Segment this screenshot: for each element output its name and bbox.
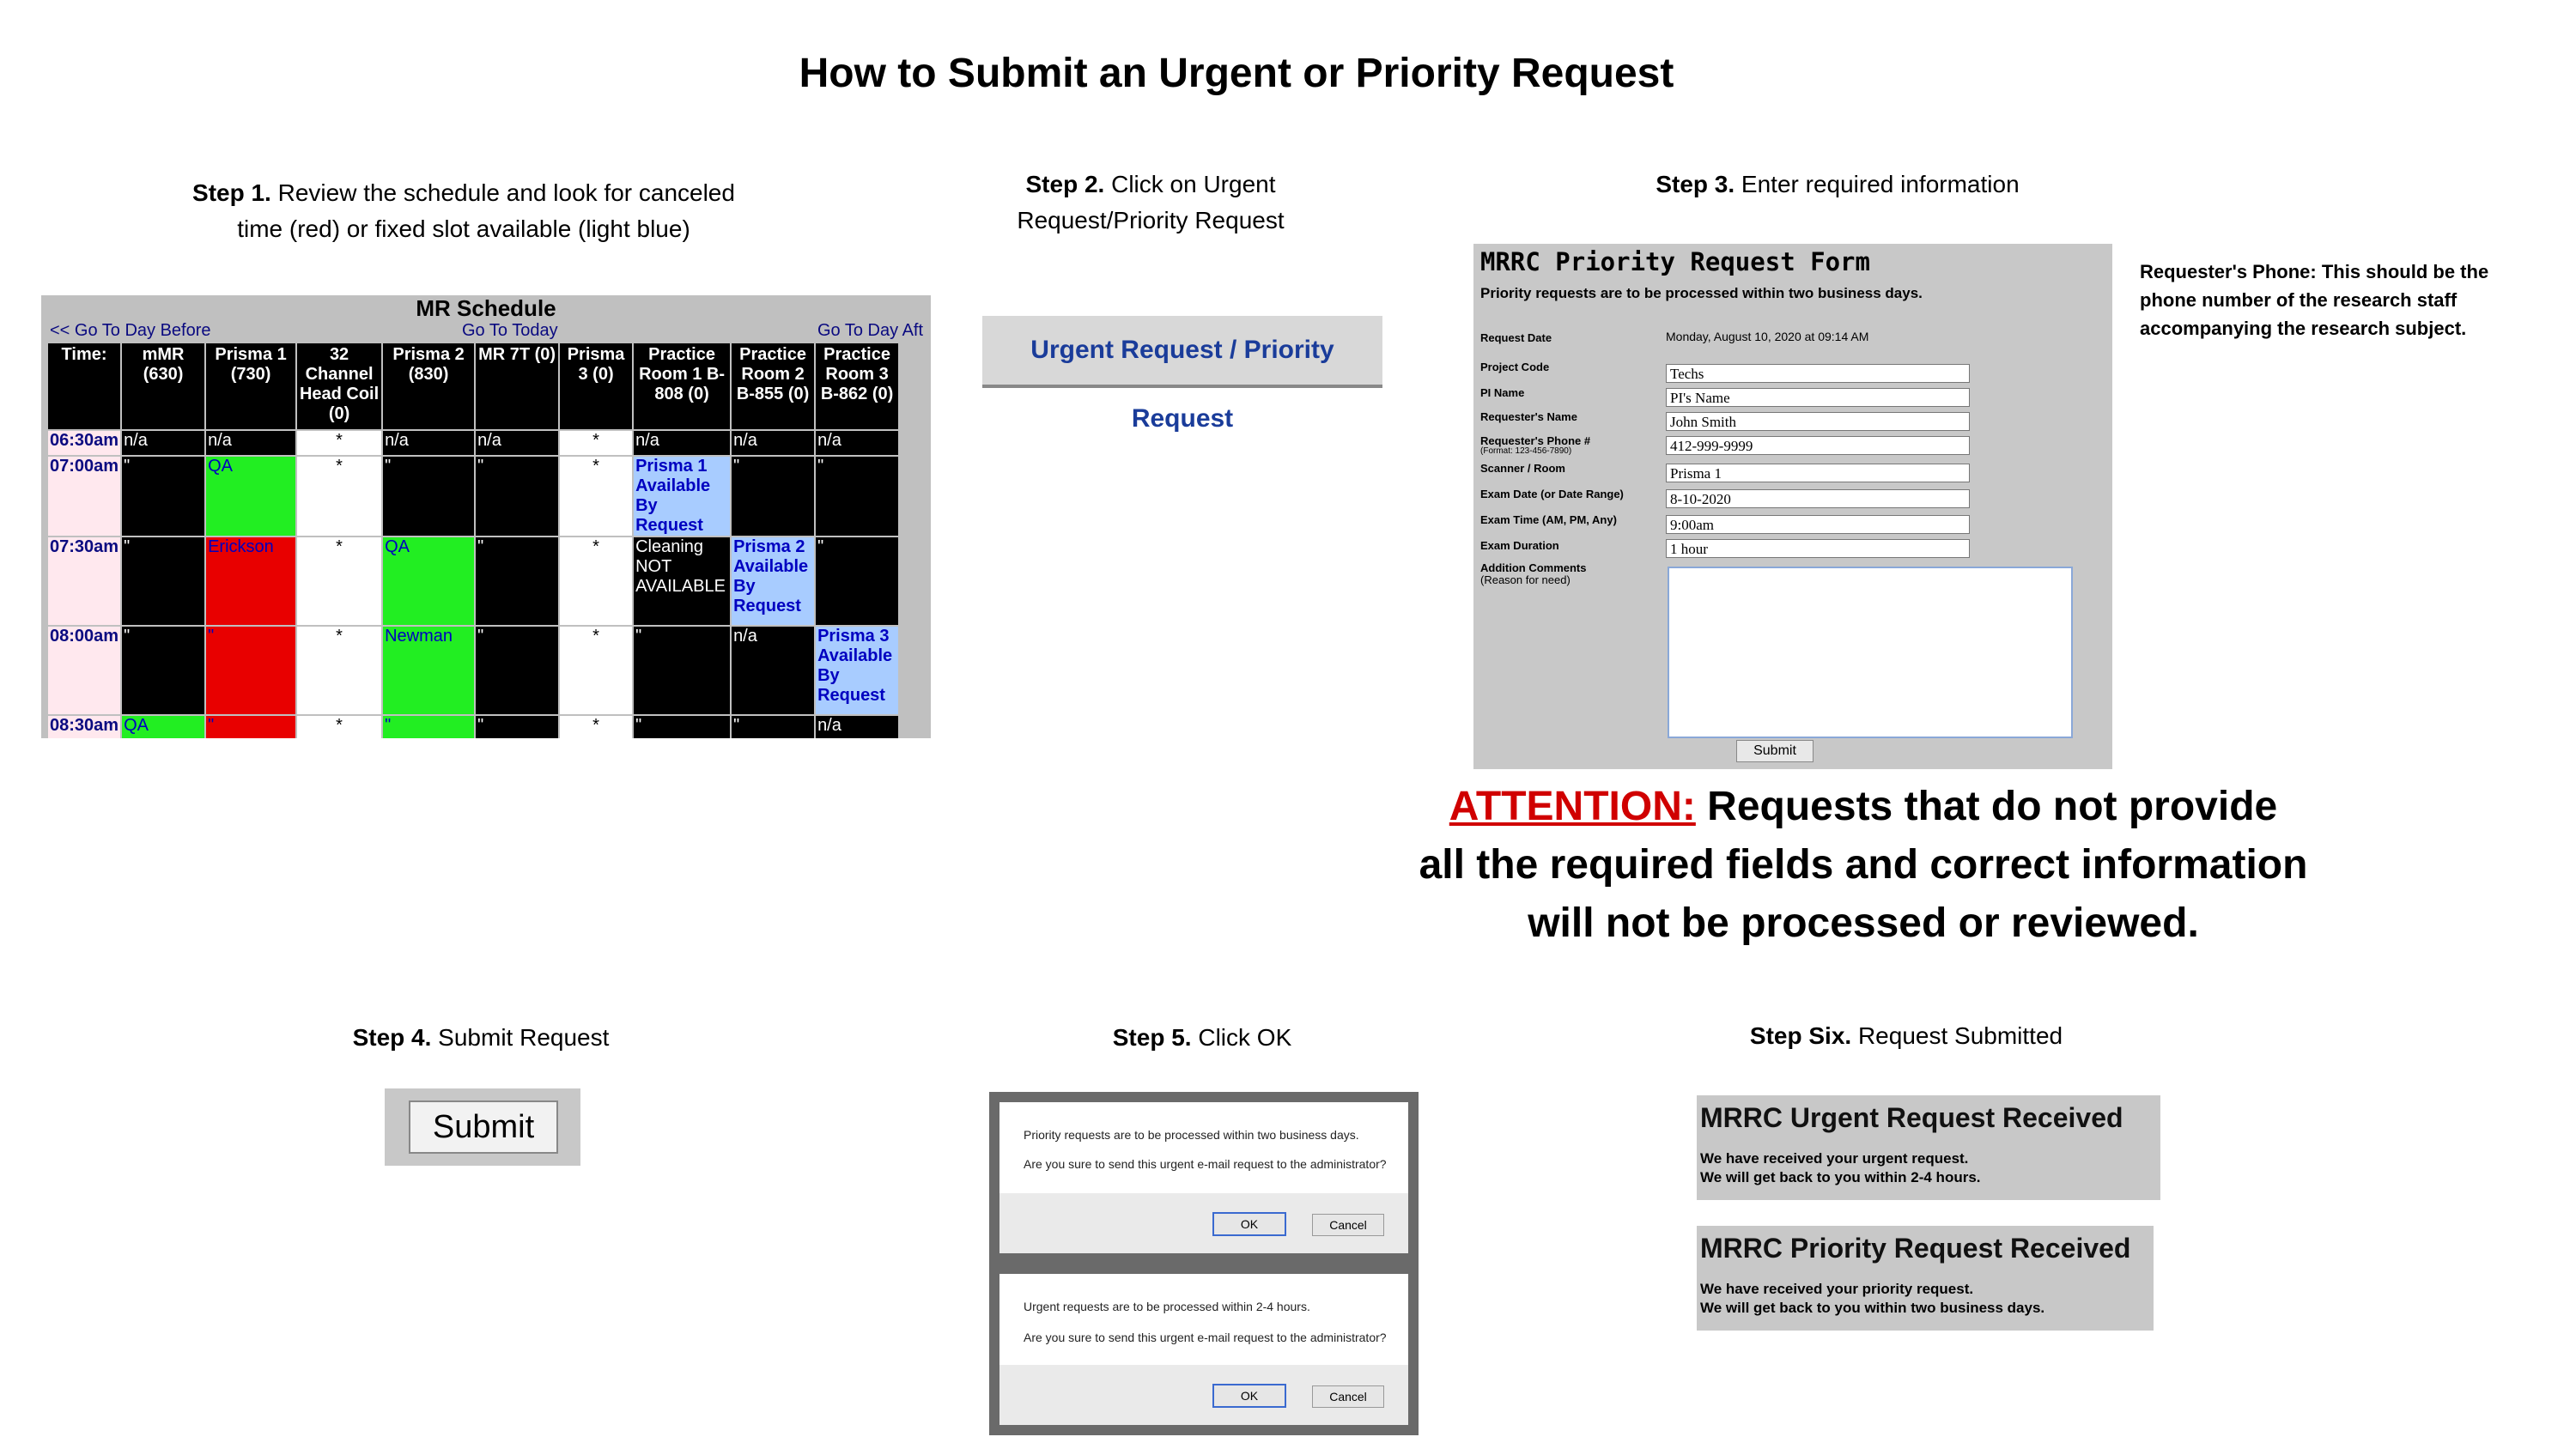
form-subtitle: Priority requests are to be processed within two business days. [1480,285,1923,301]
time-cell: 07:30am [47,537,121,626]
step1-line1: Review the schedule and look for canceled [270,179,735,206]
step2-label: Step 2. [1025,171,1105,197]
time-cell: 07:00am [47,456,121,537]
col-header: Practice Room 2 B-855 (0) [731,343,815,430]
slot-cell[interactable]: n/a [731,430,815,456]
form-submit-button[interactable]: Submit [1736,740,1814,762]
submit-panel [385,1088,580,1166]
urgent-received-line2: We will get back to you within 2-4 hours. [1700,1169,1981,1185]
slot-cell[interactable]: Newman [382,626,475,715]
canceled-slot-cell[interactable]: Erickson [205,537,296,626]
col-header: Prisma 2 (830) [382,343,475,430]
request-date-value: Monday, August 10, 2020 at 09:14 AM [1666,330,1869,343]
step3-label: Step 3. [1656,171,1735,197]
step2-line2: Request/Priority Request [1017,207,1285,233]
slot-cell[interactable]: " [475,626,559,715]
available-slot-cell[interactable]: Prisma 3 Available By Request [815,626,899,715]
slot-cell[interactable]: " [731,715,815,738]
dialog-question: Are you sure to send this urgent e-mail request to the administrator? [1024,1331,1387,1344]
priority-received-line2: We will get back to you within two business days. [1700,1300,2045,1316]
exam-date-field[interactable]: 8-10-2020 [1666,489,1970,508]
urgent-received-line1: We have received your urgent request. [1700,1150,1969,1167]
attention-line2: all the required fields and correct information [1419,842,2308,888]
col-header: Prisma 3 (0) [559,343,633,430]
exam-date-label: Exam Date (or Date Range) [1480,488,1624,500]
priority-request-form [1473,244,2112,769]
exam-time-field[interactable]: 9:00am [1666,515,1970,534]
step1-label: Step 1. [192,179,271,206]
slot-cell[interactable]: " [815,456,899,537]
col-header: Prisma 1 (730) [205,343,296,430]
slot-cell[interactable]: " [382,456,475,537]
slot-cell[interactable]: " [475,715,559,738]
canceled-slot-cell[interactable]: " [205,626,296,715]
ok-button[interactable]: OK [1212,1384,1286,1408]
step4-text: Submit Request [431,1024,610,1051]
slot-cell[interactable]: * [296,626,382,715]
slot-cell[interactable]: QA [121,715,205,738]
time-cell: 08:00am [47,626,121,715]
dialog-footer [999,1365,1408,1425]
slot-cell[interactable]: * [559,626,633,715]
step5-label: Step 5. [1112,1024,1192,1051]
urgent-received-title: MRRC Urgent Request Received [1700,1102,2123,1133]
phone-format-hint: (Format: 123-456-7890) [1480,446,1572,456]
step6-label: Step Six. [1749,1022,1852,1049]
time-cell: 06:30am [47,430,121,456]
time-cell: 08:30am [47,715,121,738]
slot-cell[interactable]: * [296,430,382,456]
available-slot-cell[interactable]: Prisma 2 Available By Request [731,537,815,626]
slot-cell[interactable]: QA [205,456,296,537]
nav-day-after-link[interactable]: Go To Day Aft [817,321,924,340]
requester-phone-field[interactable]: 412-999-9999 [1666,436,1970,455]
slot-cell[interactable]: n/a [815,430,899,456]
slot-cell[interactable]: * [559,430,633,456]
priority-received-line1: We have received your priority request. [1700,1281,1974,1297]
table-row [47,715,899,738]
project-code-field[interactable]: Techs [1666,364,1970,383]
slot-cell[interactable]: n/a [633,430,731,456]
comments-sub-label: (Reason for need) [1480,573,1571,586]
nav-day-before-link[interactable]: << Go To Day Before [50,321,211,340]
attention-line1: Requests that do not provide [1695,784,2278,829]
phone-note: Requester's Phone: This should be the phone number of the research staff accompanying the research subject. [2140,261,2489,339]
table-row [47,537,899,626]
step5-caption [996,1020,1408,1056]
table-row [47,430,899,456]
slot-cell[interactable]: * [296,456,382,537]
available-slot-cell[interactable]: Prisma 1 Available By Request [633,456,731,537]
slot-cell[interactable]: n/a [731,626,815,715]
step5-text: Click OK [1191,1024,1292,1051]
ok-button[interactable]: OK [1212,1212,1286,1236]
slot-cell[interactable]: " [121,537,205,626]
step3-caption [1528,167,2147,203]
requester-phone-label: Requester's Phone # [1480,434,1591,447]
priority-received-panel [1697,1226,2154,1331]
slot-cell[interactable]: " [382,715,475,738]
canceled-slot-cell[interactable]: " [205,715,296,738]
step6-caption [1649,1018,2164,1054]
col-header: Time: [47,343,121,430]
slot-cell[interactable]: n/a [475,430,559,456]
submit-button[interactable]: Submit [409,1100,558,1154]
col-header: Practice Room 1 B-808 (0) [633,343,731,430]
slot-cell[interactable]: " [121,626,205,715]
scanner-room-label: Scanner / Room [1480,462,1565,475]
slot-cell[interactable]: " [475,456,559,537]
dialog-footer [999,1193,1408,1253]
step2-line1: Click on Urgent [1104,171,1276,197]
step4-caption [258,1020,704,1056]
dialog-message: Urgent requests are to be processed within 2-4 hours. [1024,1300,1310,1313]
form-title: MRRC Priority Request Form [1480,247,1870,276]
dialog-body [999,1274,1408,1425]
slot-cell[interactable]: " [121,456,205,537]
project-code-label: Project Code [1480,361,1550,373]
col-header: 32 Channel Head Coil (0) [296,343,382,430]
comments-textarea[interactable] [1668,567,2073,738]
slot-cell[interactable]: n/a [382,430,475,456]
step3-text: Enter required information [1735,171,2020,197]
slot-cell[interactable]: QA [382,537,475,626]
urgent-received-panel [1697,1095,2160,1200]
step6-text: Request Submitted [1851,1022,2063,1049]
slot-cell[interactable]: " [731,456,815,537]
schedule-table [46,342,900,738]
mr-schedule [41,295,931,738]
dialog-question: Are you sure to send this urgent e-mail request to the administrator? [1024,1157,1387,1171]
dialog-body [999,1102,1408,1253]
table-row [47,456,899,537]
slot-cell[interactable]: " [633,626,731,715]
requester-name-label: Requester's Name [1480,410,1577,423]
slot-cell[interactable]: * [559,456,633,537]
step2-caption [910,167,1391,239]
col-header: MR 7T (0) [475,343,559,430]
slot-cell[interactable]: * [559,537,633,626]
pi-name-field[interactable]: PI's Name [1666,388,1970,407]
step4-label: Step 4. [352,1024,432,1051]
slot-cell[interactable]: " [475,537,559,626]
pi-name-label: PI Name [1480,386,1525,399]
attention-label: ATTENTION: [1449,784,1696,829]
slot-cell[interactable]: n/a [205,430,296,456]
exam-duration-label: Exam Duration [1480,539,1559,552]
step1-line2: time (red) or fixed slot available (light blue) [237,215,690,242]
cancel-button[interactable]: Cancel [1312,1214,1384,1236]
slot-cell[interactable]: * [296,715,382,738]
schedule-title: MR Schedule [416,295,556,321]
slot-cell[interactable]: n/a [815,715,899,738]
slot-cell[interactable]: " [815,537,899,626]
comments-label: Addition Comments [1480,561,1587,574]
exam-duration-field[interactable]: 1 hour [1666,539,1970,558]
col-header: Practice Room 3 B-862 (0) [815,343,899,430]
slot-cell[interactable]: n/a [121,430,205,456]
attention-line3: will not be processed or reviewed. [1528,900,2199,946]
urgent-priority-request-button[interactable]: Urgent Request / Priority Request [982,316,1382,388]
dialog-message: Priority requests are to be processed within two business days. [1024,1128,1359,1142]
exam-time-label: Exam Time (AM, PM, Any) [1480,513,1617,526]
slot-cell[interactable]: " [633,715,731,738]
confirm-dialog-urgent [989,1264,1419,1435]
nav-today-link[interactable]: Go To Today [462,321,558,340]
schedule-header-row [47,343,899,430]
slot-cell[interactable]: Cleaning NOT AVAILABLE [633,537,731,626]
cancel-button[interactable]: Cancel [1312,1385,1384,1408]
slot-cell[interactable]: * [559,715,633,738]
slot-cell[interactable]: * [296,537,382,626]
page-title: How to Submit an Urgent or Priority Request [799,51,1674,96]
confirm-dialog-priority [989,1092,1419,1264]
requester-name-field[interactable]: John Smith [1666,412,1970,431]
priority-received-title: MRRC Priority Request Received [1700,1233,2131,1264]
scanner-room-field[interactable]: Prisma 1 [1666,464,1970,482]
col-header: mMR (630) [121,343,205,430]
request-date-label: Request Date [1480,331,1552,344]
step1-caption [86,175,841,247]
attention-notice [1391,778,2336,953]
table-row [47,626,899,715]
